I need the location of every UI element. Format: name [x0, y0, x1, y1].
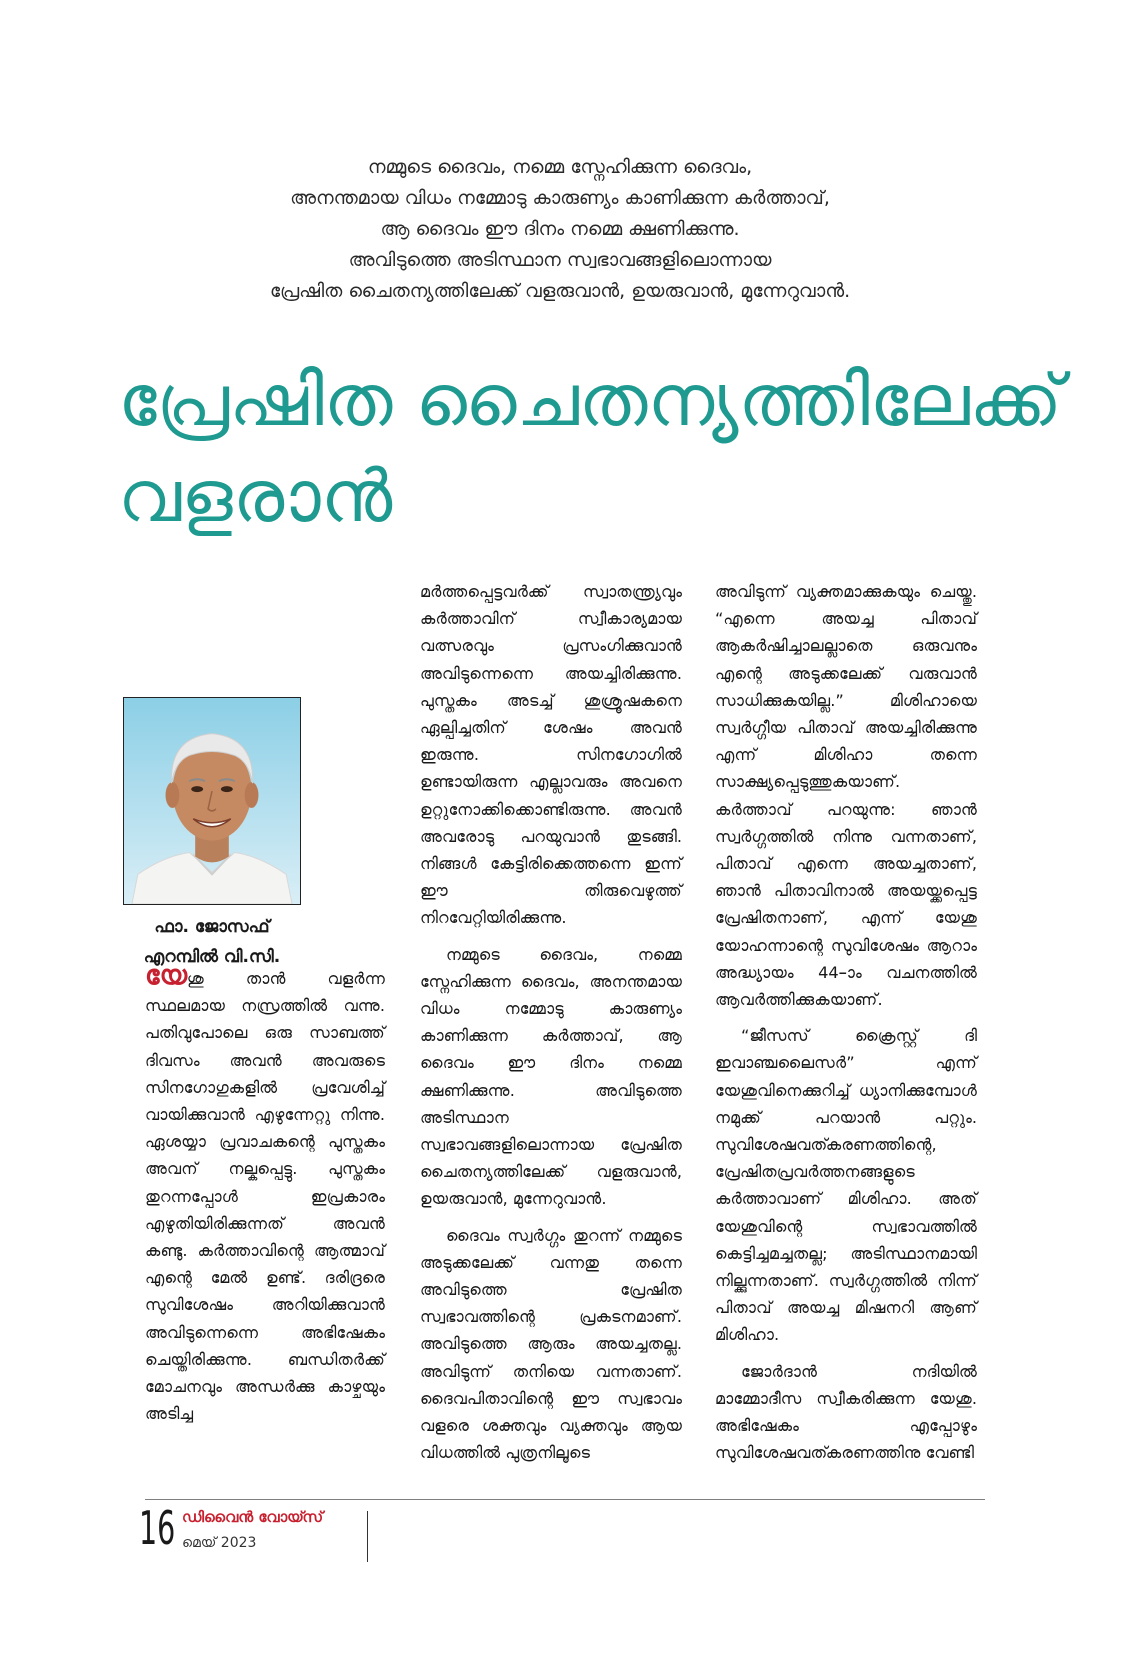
article-column-3	[715, 578, 977, 1467]
author-name-line-1: ഫാ. ജോസഫ്	[154, 917, 270, 937]
intro-line: നമ്മുടെ ദൈവം, നമ്മെ സ്നേഹിക്കുന്ന ദൈവം,	[367, 156, 753, 178]
footer-divider	[145, 1499, 985, 1500]
intro-line: ആ ദൈവം ഈ ദിനം നമ്മെ ക്ഷണിക്കുന്നു.	[380, 218, 740, 240]
author-name-line-2: എറമ്പിൽ വി.സി.	[143, 947, 281, 967]
paragraph: നമ്മുടെ ദൈവം, നമ്മെ സ്നേഹിക്കുന്ന ദൈവം, അനന്തമായ വിധം നമ്മോടു കാരുണ്യം കാണിക്കുന്ന കർത്താവ്, ആ ദൈവം ഈ ദിനം നമ്മെ ക്ഷണിക്കുന്നു. അവിടുത്തെ അടിസ്ഥാന സ്വഭാവങ്ങളിലൊന്നായ പ്രേഷിത ചൈതന്യത്തിലേക്ക് വളരുവാൻ, ഉയരുവാൻ, മുന്നേറുവാൻ.	[420, 944, 682, 1209]
article-column-2	[420, 578, 682, 1467]
intro-line: അനന്തമായ വിധം നമ്മോടു കാരുണ്യം കാണിക്കുന്ന കർത്താവ്,	[290, 187, 830, 209]
intro-line: അവിടുത്തെ അടിസ്ഥാന സ്വഭാവങ്ങളിലൊന്നായ	[348, 249, 772, 271]
paragraph: മർത്തപ്പെട്ടവർക്ക് സ്വാതന്ത്ര്യവും കർത്താവിന് സ്വീകാര്യമായ വത്സരവും പ്രസംഗിക്കുവാൻ അവിടുന്നെന്നെ അയച്ചിരിക്കുന്നു. പുസ്തകം അടച്ച് ശുശ്രൂഷകനെ ഏല്പിച്ചതിന് ശേഷം അവൻ ഇരുന്നു. സിനഗോഗിൽ ഉണ്ടായിരുന്ന എല്ലാവരും അവനെ ഉറ്റുനോക്കിക്കൊണ്ടിരുന്നു. അവൻ അവരോടു പറയുവാൻ തുടങ്ങി. നിങ്ങൾ കേട്ടിരിക്കെത്തന്നെ ഇന്ന് ഈ തിരുവെഴുത്ത് നിറവേറ്റിയിരിക്കുന്നു.	[420, 582, 682, 928]
article-title	[118, 352, 1063, 544]
paragraph: “ജീസസ് ക്രൈസ്റ്റ് ദി ഇവാഞ്ചലൈസർ” എന്ന് യേശുവിനെക്കുറിച്ച് ധ്യാനിക്കുമ്പോൾ നമുക്ക് പറയാൻ പറ്റും. സുവിശേഷവത്കരണത്തിന്റെ, പ്രേഷിതപ്രവർത്തനങ്ങളുടെ കർത്താവാണ് മിശിഹാ. അത് യേശുവിന്റെ സ്വഭാവത്തിൽ കെട്ടിച്ചമച്ചതല്ല; അടിസ്ഥാനമായി നില്ക്കുന്നതാണ്. സ്വർഗ്ഗത്തിൽ നിന്ന് പിതാവ് അയച്ച മിഷനറി ആണ് മിശിഹാ.	[715, 1026, 977, 1345]
article-column-1	[145, 962, 385, 1427]
drop-cap: യേ	[145, 960, 188, 991]
paragraph: ജോർദാൻ നദിയിൽ മാമ്മോദീസ സ്വീകരിക്കുന്ന യേശു. അഭിഷേകം എപ്പോഴും സുവിശേഷവത്കരണത്തിനു വേണ്ടി	[715, 1361, 977, 1463]
author-photo	[123, 697, 301, 905]
paragraph: ദൈവം സ്വർഗ്ഗം തുറന്ന് നമ്മുടെ അടുക്കലേക്ക് വന്നതു തന്നെ അവിടുത്തെ പ്രേഷിത സ്വഭാവത്തിന്റെ പ്രകടനമാണ്. അവിടുത്തെ ആരും അയച്ചതല്ല. അവിടുന്ന് തനിയെ വന്നതാണ്. ദൈവപിതാവിന്റെ ഈ സ്വഭാവം വളരെ ശക്തവും വ്യക്തവും ആയ വിധത്തിൽ പുത്രനിലൂടെ	[420, 1225, 682, 1463]
paragraph: അവിടുന്ന് വ്യക്തമാക്കുകയും ചെയ്തു. “എന്നെ അയച്ച പിതാവ് ആകർഷിച്ചാലല്ലാതെ ഒരുവനും എന്റെ അടുക്കലേക്ക് വരുവാൻ സാധിക്കുകയില്ല.” മിശിഹായെ സ്വർഗ്ഗീയ പിതാവ് അയച്ചിരിക്കുന്നു എന്ന് മിശിഹാ തന്നെ സാക്ഷ്യപ്പെടുത്തുകയാണ്. കർത്താവ് പറയുന്നു: ഞാൻ സ്വർഗ്ഗത്തിൽ നിന്നു വന്നതാണ്, പിതാവ് എന്നെ അയച്ചതാണ്, ഞാൻ പിതാവിനാൽ അയയ്ക്കപ്പെട്ട പ്രേഷിതനാണ്, എന്ന് യേശു യോഹന്നാന്റെ സുവിശേഷം ആറാം അദ്ധ്യായം 44–ാം വചനത്തിൽ ആവർത്തിക്കുകയാണ്.	[715, 582, 977, 1010]
intro-line: പ്രേഷിത ചൈതന്യത്തിലേക്ക് വളരുവാൻ, ഉയരുവാൻ, മുന്നേറുവാൻ.	[269, 280, 851, 302]
page-number: 16	[139, 1501, 176, 1555]
author-portrait-icon	[124, 698, 300, 904]
footer-separator	[367, 1511, 368, 1562]
magazine-name: ഡിവൈൻ വോയ്സ്	[182, 1508, 324, 1526]
issue-date: മെയ് 2023	[182, 1535, 257, 1551]
intro-quote	[150, 152, 970, 307]
title-line-2: വളരാൻ	[118, 454, 393, 538]
title-line-1: പ്രേഷിത ചൈതന്യത്തിലേക്ക്	[118, 358, 1063, 442]
paragraph-text: ശു താൻ വളർന്ന സ്ഥലമായ നസ്രത്തിൽ വന്നു. പതിവുപോലെ ഒരു സാബത്ത് ദിവസം അവൻ അവരുടെ സിനഗോഗുകളിൽ പ്രവേശിച്ച് വായിക്കുവാൻ എഴുന്നേറ്റു നിന്നു. ഏശയ്യാ പ്രവാചകന്റെ പുസ്തകം അവന് നല്കപ്പെട്ടു. പുസ്തകം തുറന്നപ്പോൾ ഇപ്രകാരം എഴുതിയിരിക്കുന്നത് അവൻ കണ്ടു. കർത്താവിന്റെ ആത്മാവ് എന്റെ മേൽ ഉണ്ട്. ദരിദ്രരെ സുവിശേഷം അറിയിക്കുവാൻ അവിടുന്നെന്നെ അഭിഷേകം ചെയ്തിരിക്കുന്നു. ബന്ധിതർക്ക് മോചനവും അന്ധർക്കു കാഴ്ചയും അടിച്ച	[145, 969, 385, 1424]
paragraph	[145, 962, 385, 1427]
